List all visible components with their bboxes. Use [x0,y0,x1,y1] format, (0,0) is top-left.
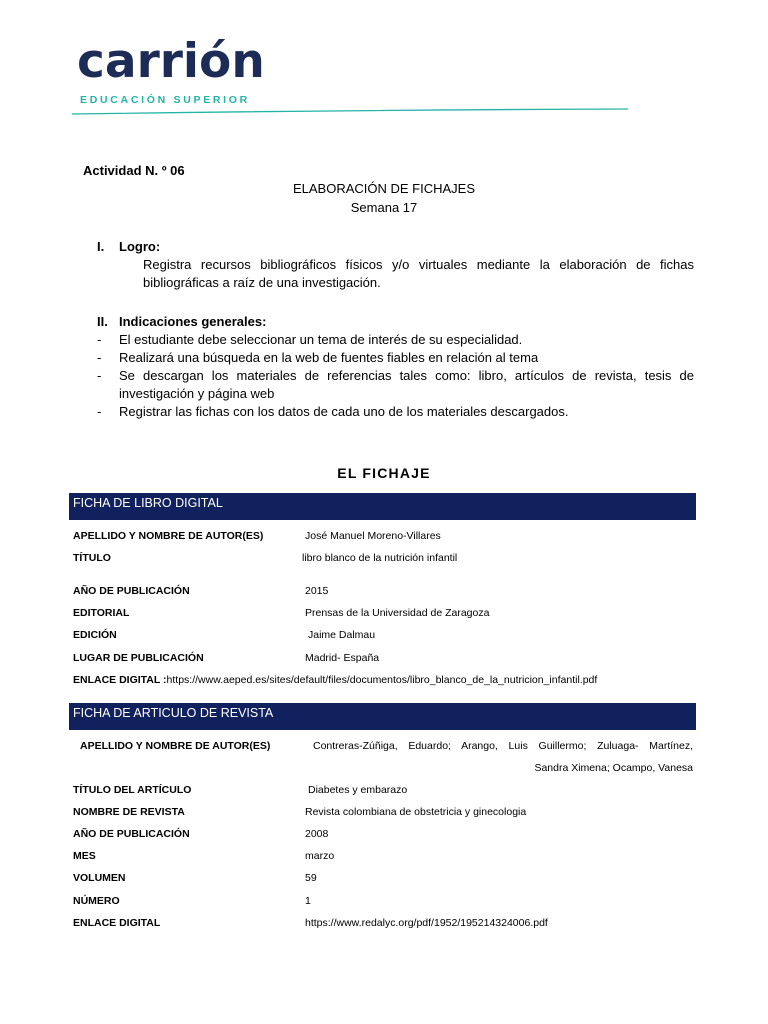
indicacion-item: Se descargan los materiales de referencias tales como: libro, artículos de revista, tesis de [119,368,694,383]
field-label: NOMBRE DE REVISTA [73,806,185,818]
revista-link[interactable]: https://www.redalyc.org/pdf/1952/195214324006.pdf [305,917,548,929]
indicacion-item: El estudiante debe seleccionar un tema de interés de su especialidad. [119,332,523,347]
field-label: ENLACE DIGITAL [73,917,161,929]
logo-underline [72,108,628,116]
field-label: EDICIÓN [73,629,117,641]
field-value-continued: Sandra Ximena; Ocampo, Vanesa [534,762,693,774]
field-label: LUGAR DE PUBLICACIÓN [73,652,204,664]
field-label: APELLIDO Y NOMBRE DE AUTOR(ES) [80,740,271,752]
indicacion-item: Realizará una búsqueda en la web de fuentes fiables en relación al tema [119,350,539,365]
bullet-dash: - [97,368,102,383]
field-value: Prensas de la Universidad de Zaragoza [305,607,490,619]
field-value: 2015 [305,585,329,597]
ficha-libro-header-label: FICHA DE LIBRO DIGITAL [73,496,223,510]
section-logro-number: I. [97,239,105,254]
ficha-revista-header-label: FICHA DE ARTICULO DE REVISTA [73,706,274,720]
logro-text-line-2: bibliográficas a raíz de una investigación. [143,275,381,290]
field-label: NÚMERO [73,895,120,907]
field-value: Revista colombiana de obstetricia y ginecologia [305,806,527,818]
section-indicaciones-number: II. [97,314,108,329]
field-value: marzo [305,850,335,862]
field-value: libro blanco de la nutrición infantil [302,552,458,564]
field-value: 59 [305,872,317,884]
libro-link[interactable]: https://www.aeped.es/sites/default/files/documentos/libro_blanco_de_la_nutricion_infantil.pdf [166,674,598,686]
week-label: Semana 17 [350,200,418,215]
field-value: 1 [305,895,311,907]
field-label: TÍTULO DEL ARTÍCULO [73,784,192,796]
field-value: Madrid- España [305,652,380,664]
bullet-dash: - [97,332,102,347]
bullet-dash: - [97,404,102,419]
field-value: 2008 [305,828,329,840]
section-indicaciones-title: Indicaciones generales: [119,314,267,329]
logo-wordmark: carrión [77,34,265,89]
field-label: APELLIDO Y NOMBRE DE AUTOR(ES) [73,530,264,542]
indicacion-item-continued: investigación y página web [119,386,275,401]
document-title: ELABORACIÓN DE FICHAJES [292,181,476,196]
indicacion-item: Registrar las fichas con los datos de cada uno de los materiales descargados. [119,404,569,419]
activity-number: Actividad N. º 06 [83,163,185,178]
bullet-dash: - [97,350,102,365]
field-value: Diabetes y embarazo [308,784,408,796]
fichaje-title: EL FICHAJE [337,465,431,481]
ficha-libro-header [69,493,696,520]
field-label: VOLUMEN [73,872,126,884]
ficha-revista-header [69,703,696,730]
section-logro-title: Logro: [119,239,161,254]
field-label: TÍTULO [73,552,111,564]
field-value: José Manuel Moreno-Villares [305,530,441,542]
link-label: ENLACE DIGITAL : [73,674,167,686]
field-label: MES [73,850,96,862]
field-value: Jaime Dalmau [308,629,376,641]
field-value: Contreras-Zúñiga, Eduardo; Arango, Luis Guillermo; Zuluaga- Martínez, [313,740,693,752]
field-label: EDITORIAL [73,607,130,619]
logo-tagline: EDUCACIÓN SUPERIOR [80,94,250,106]
field-label: AÑO DE PUBLICACIÓN [73,828,190,840]
logro-text-line-1: Registra recursos bibliográficos físicos y/o virtuales mediante la elaboración de fichas [143,257,694,272]
libro-link-row [73,674,597,686]
field-label: AÑO DE PUBLICACIÓN [73,585,190,597]
